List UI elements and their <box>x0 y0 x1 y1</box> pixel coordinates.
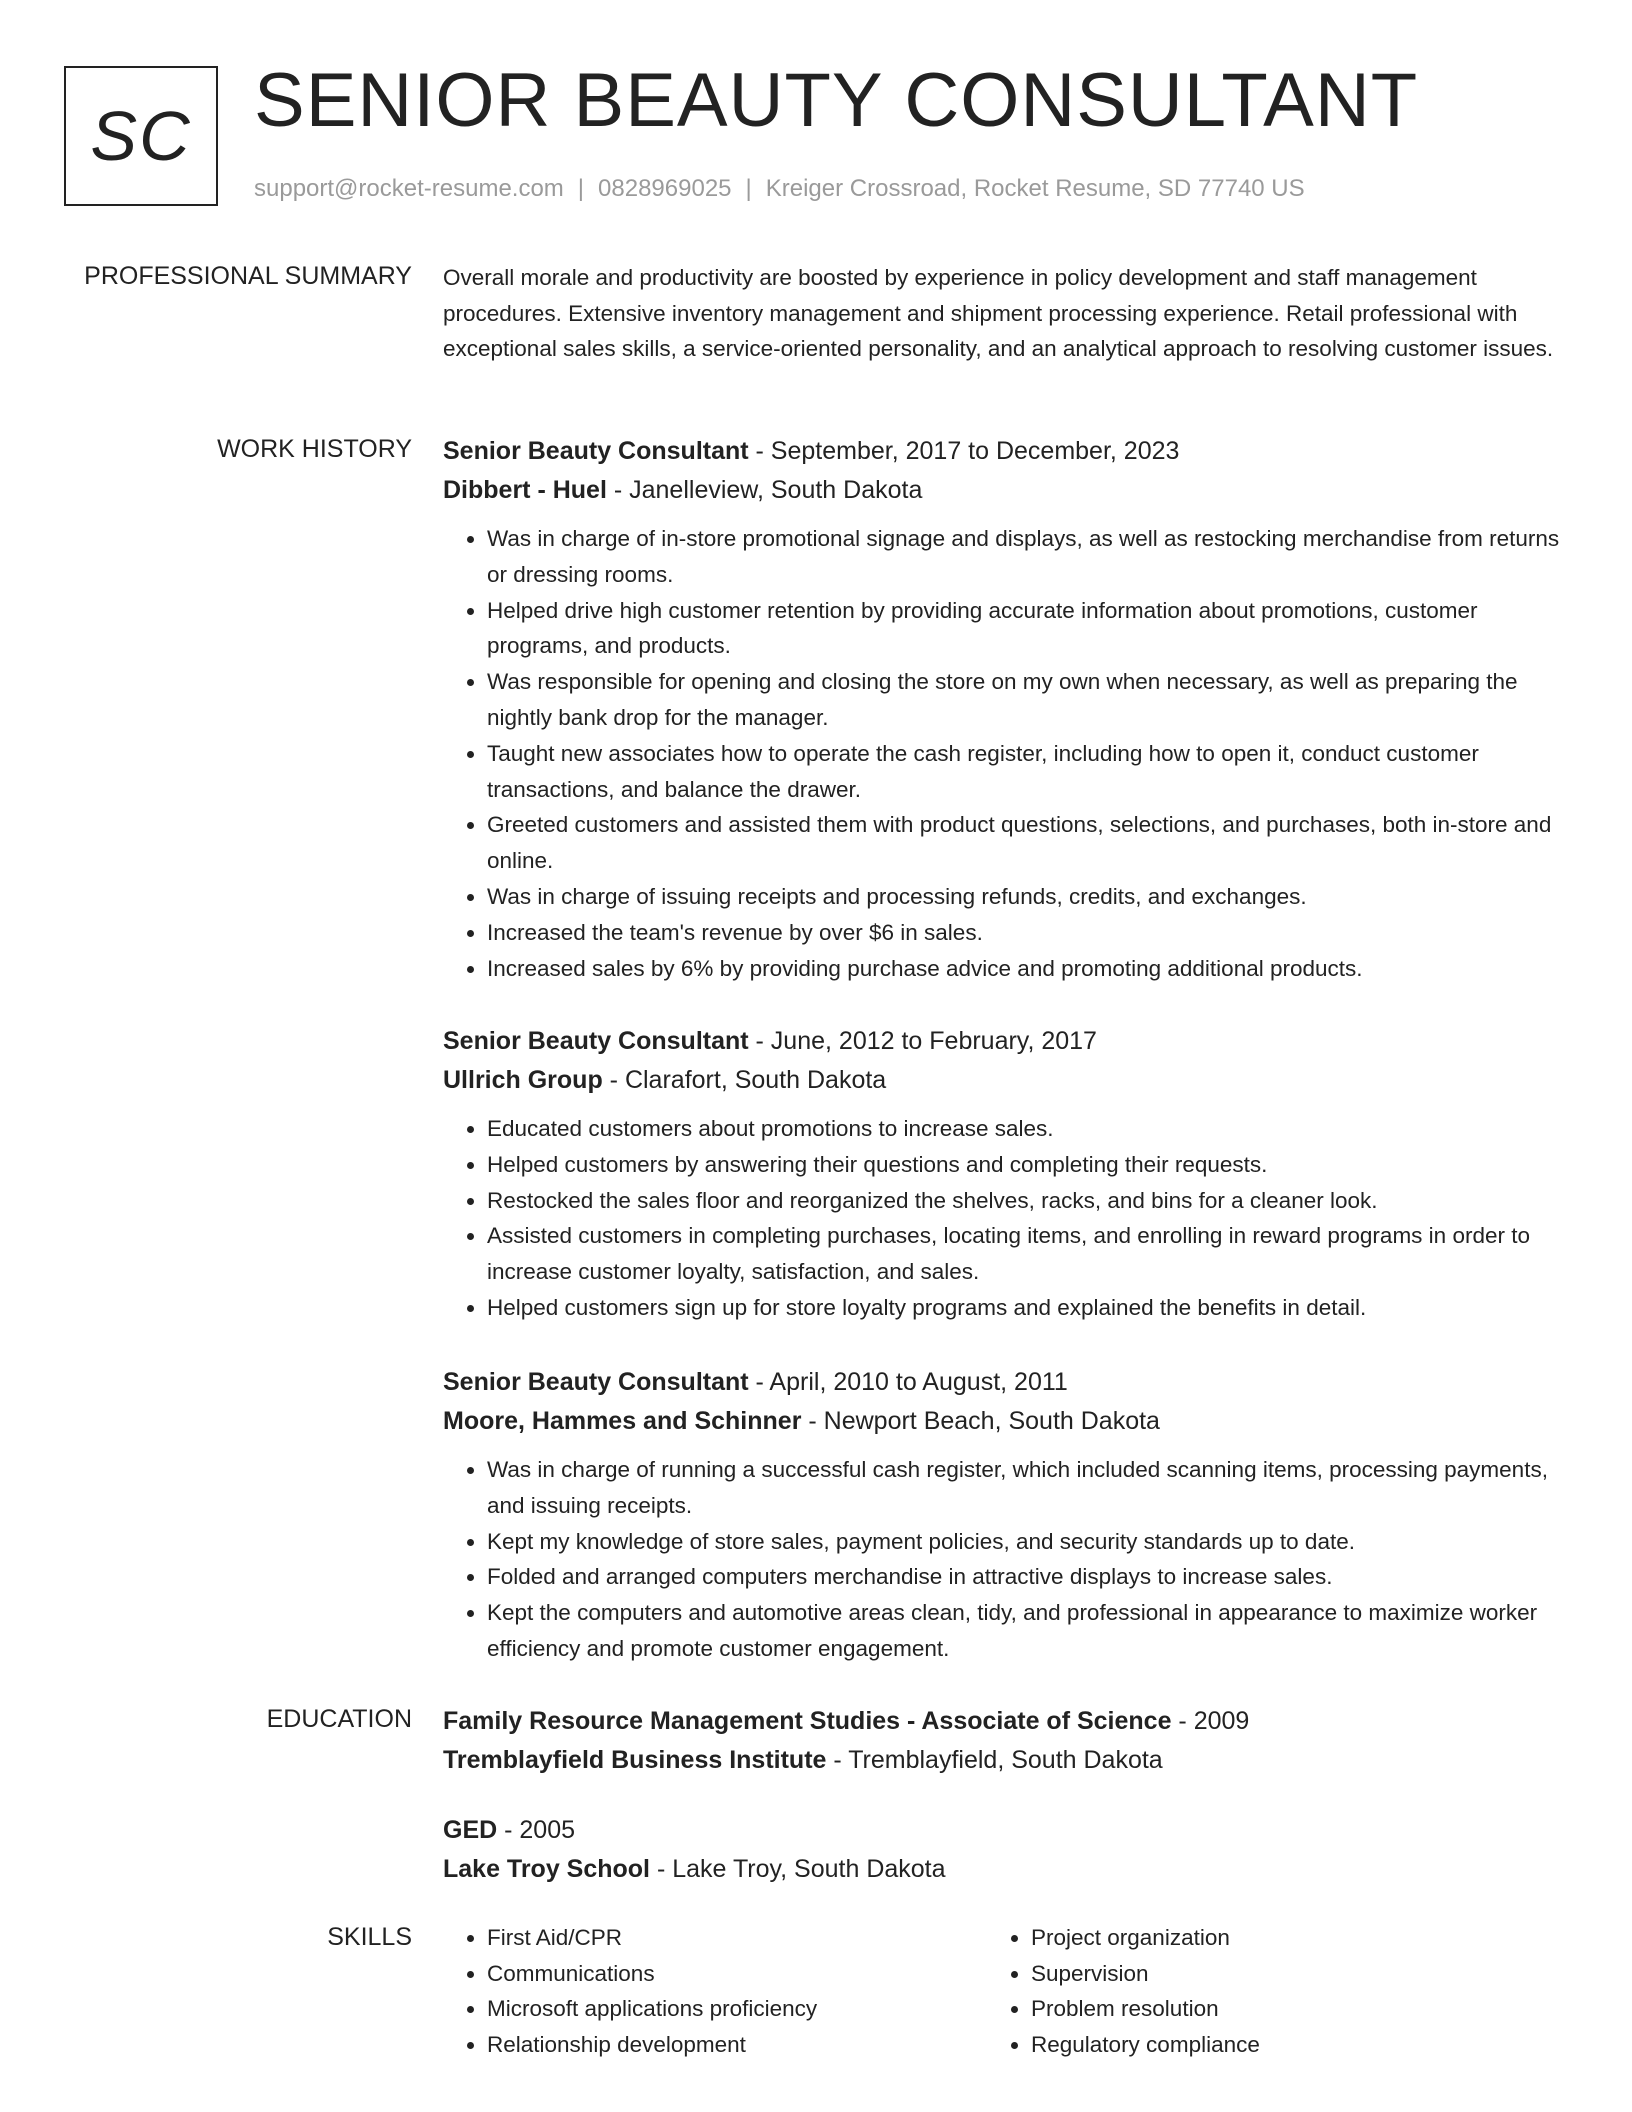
skill-item: • Communications <box>487 1956 987 1992</box>
degree-year: - 2005 <box>497 1816 576 1844</box>
job-dates: - September, 2017 to December, 2023 <box>748 437 1180 465</box>
job-dates: - April, 2010 to August, 2011 <box>748 1368 1068 1396</box>
school-name: Lake Troy School <box>443 1854 651 1883</box>
job-bullet: • Kept my knowledge of store sales, payment policies, and security standards up to date. <box>487 1524 1563 1560</box>
resume-title: SENIOR BEAUTY CONSULTANT <box>254 58 1419 143</box>
education-entry <box>443 1702 1563 1779</box>
job-company-line <box>443 471 1563 510</box>
contact-phone[interactable]: 0828969025 <box>598 175 732 202</box>
contact-line <box>254 173 1305 205</box>
degree-line <box>443 1811 1563 1850</box>
job-location: - Newport Beach, South Dakota <box>801 1406 1160 1435</box>
job-bullet: • Kept the computers and automotive areas clean, tidy, and professional in appearance to maximize worker efficiency and promote customer engagement. <box>487 1595 1563 1667</box>
degree-name: Family Resource Management Studies - Associate of Science <box>443 1707 1172 1735</box>
skill-item: • Regulatory compliance <box>1031 2027 1531 2063</box>
job-entry <box>443 1363 1563 1667</box>
job-location: - Clarafort, South Dakota <box>602 1065 887 1094</box>
job-company: Ullrich Group <box>443 1065 603 1094</box>
contact-separator: | <box>745 175 752 202</box>
job-bullet: • Was in charge of running a successful cash register, which included scanning items, processing payments, and issuing receipts. <box>487 1452 1563 1524</box>
job-bullet: • Helped customers sign up for store loyalty programs and explained the benefits in detail. <box>487 1290 1563 1326</box>
job-bullet: • Helped drive high customer retention by providing accurate information about promotions, customer programs, and products. <box>487 593 1563 665</box>
job-title-line <box>443 432 1563 471</box>
job-entry <box>443 432 1563 986</box>
job-bullets <box>443 521 1563 986</box>
monogram-logo: SC <box>64 66 218 206</box>
job-bullet: • Was in charge of issuing receipts and processing refunds, credits, and exchanges. <box>487 879 1563 915</box>
job-title: Senior Beauty Consultant <box>443 437 749 465</box>
skill-item: • Microsoft applications proficiency <box>487 1991 987 2027</box>
degree-name: GED <box>443 1816 498 1844</box>
contact-address: Kreiger Crossroad, Rocket Resume, SD 77740 US <box>765 175 1305 202</box>
school-location: - Lake Troy, South Dakota <box>650 1854 946 1883</box>
skill-item: • Relationship development <box>487 2027 987 2063</box>
job-bullets <box>443 1111 1563 1326</box>
job-bullet: • Was responsible for opening and closing the store on my own when necessary, as well as preparing the nightly bank drop for the manager. <box>487 664 1563 736</box>
job-company-line <box>443 1061 1563 1100</box>
skill-item: • Supervision <box>1031 1956 1531 1992</box>
job-title-line <box>443 1022 1563 1061</box>
skill-item: • Problem resolution <box>1031 1991 1531 2027</box>
degree-year: - 2009 <box>1171 1707 1250 1735</box>
summary-label: PROFESSIONAL SUMMARY <box>84 262 412 290</box>
job-dates: - June, 2012 to February, 2017 <box>748 1027 1097 1055</box>
school-line <box>443 1850 1563 1889</box>
job-company: Dibbert - Huel <box>443 475 607 504</box>
contact-separator: | <box>577 175 585 202</box>
job-bullets <box>443 1452 1563 1667</box>
skills-list-left <box>443 1920 987 2062</box>
job-title: Senior Beauty Consultant <box>443 1027 749 1055</box>
job-bullet: • Increased the team's revenue by over $6 in sales. <box>487 915 1563 951</box>
school-location: - Tremblayfield, South Dakota <box>826 1745 1163 1774</box>
job-entry <box>443 1022 1563 1326</box>
job-bullet: • Greeted customers and assisted them with product questions, selections, and purchases, both in-store and online. <box>487 807 1563 879</box>
job-bullet: • Taught new associates how to operate the cash register, including how to open it, conduct customer transactions, and balance the drawer. <box>487 736 1563 808</box>
education-entry <box>443 1811 1563 1888</box>
job-title: Senior Beauty Consultant <box>443 1368 749 1396</box>
work-history-label: WORK HISTORY <box>217 435 412 463</box>
job-company-line <box>443 1402 1563 1441</box>
job-bullet: • Helped customers by answering their questions and completing their requests. <box>487 1147 1563 1183</box>
skill-item: • Project organization <box>1031 1920 1531 1956</box>
job-bullet: • Restocked the sales floor and reorganized the shelves, racks, and bins for a cleaner look. <box>487 1183 1563 1219</box>
contact-email[interactable]: support@rocket-resume.com <box>254 175 564 202</box>
skills-list-right <box>987 1920 1531 2062</box>
job-bullet: • Increased sales by 6% by providing purchase advice and promoting additional products. <box>487 951 1563 987</box>
job-bullet: • Was in charge of in-store promotional signage and displays, as well as restocking merchandise from returns or dressing rooms. <box>487 521 1563 593</box>
job-bullet: • Assisted customers in completing purchases, locating items, and enrolling in reward programs in order to increase customer loyalty, satisfaction, and sales. <box>487 1218 1563 1290</box>
job-location: - Janelleview, South Dakota <box>606 475 923 504</box>
skills-body <box>443 1920 1563 2062</box>
job-bullet: • Educated customers about promotions to increase sales. <box>487 1111 1563 1147</box>
education-label: EDUCATION <box>266 1705 412 1733</box>
skills-columns <box>443 1920 1563 2062</box>
summary-text: Overall morale and productivity are boosted by experience in policy development and staff management procedures. Extensive inventory management and shipment processing experience. Retail professional with exceptional sales skills, a service-oriented personality, and an analytical approach to resolving customer issues. <box>443 265 1554 361</box>
summary-body <box>443 257 1563 367</box>
job-company: Moore, Hammes and Schinner <box>443 1406 802 1435</box>
job-bullet: • Folded and arranged computers merchandise in attractive displays to increase sales. <box>487 1559 1563 1595</box>
skill-item: • First Aid/CPR <box>487 1920 987 1956</box>
school-line <box>443 1741 1563 1780</box>
skills-label: SKILLS <box>327 1923 412 1951</box>
job-title-line <box>443 1363 1563 1402</box>
degree-line <box>443 1702 1563 1741</box>
school-name: Tremblayfield Business Institute <box>443 1745 827 1774</box>
